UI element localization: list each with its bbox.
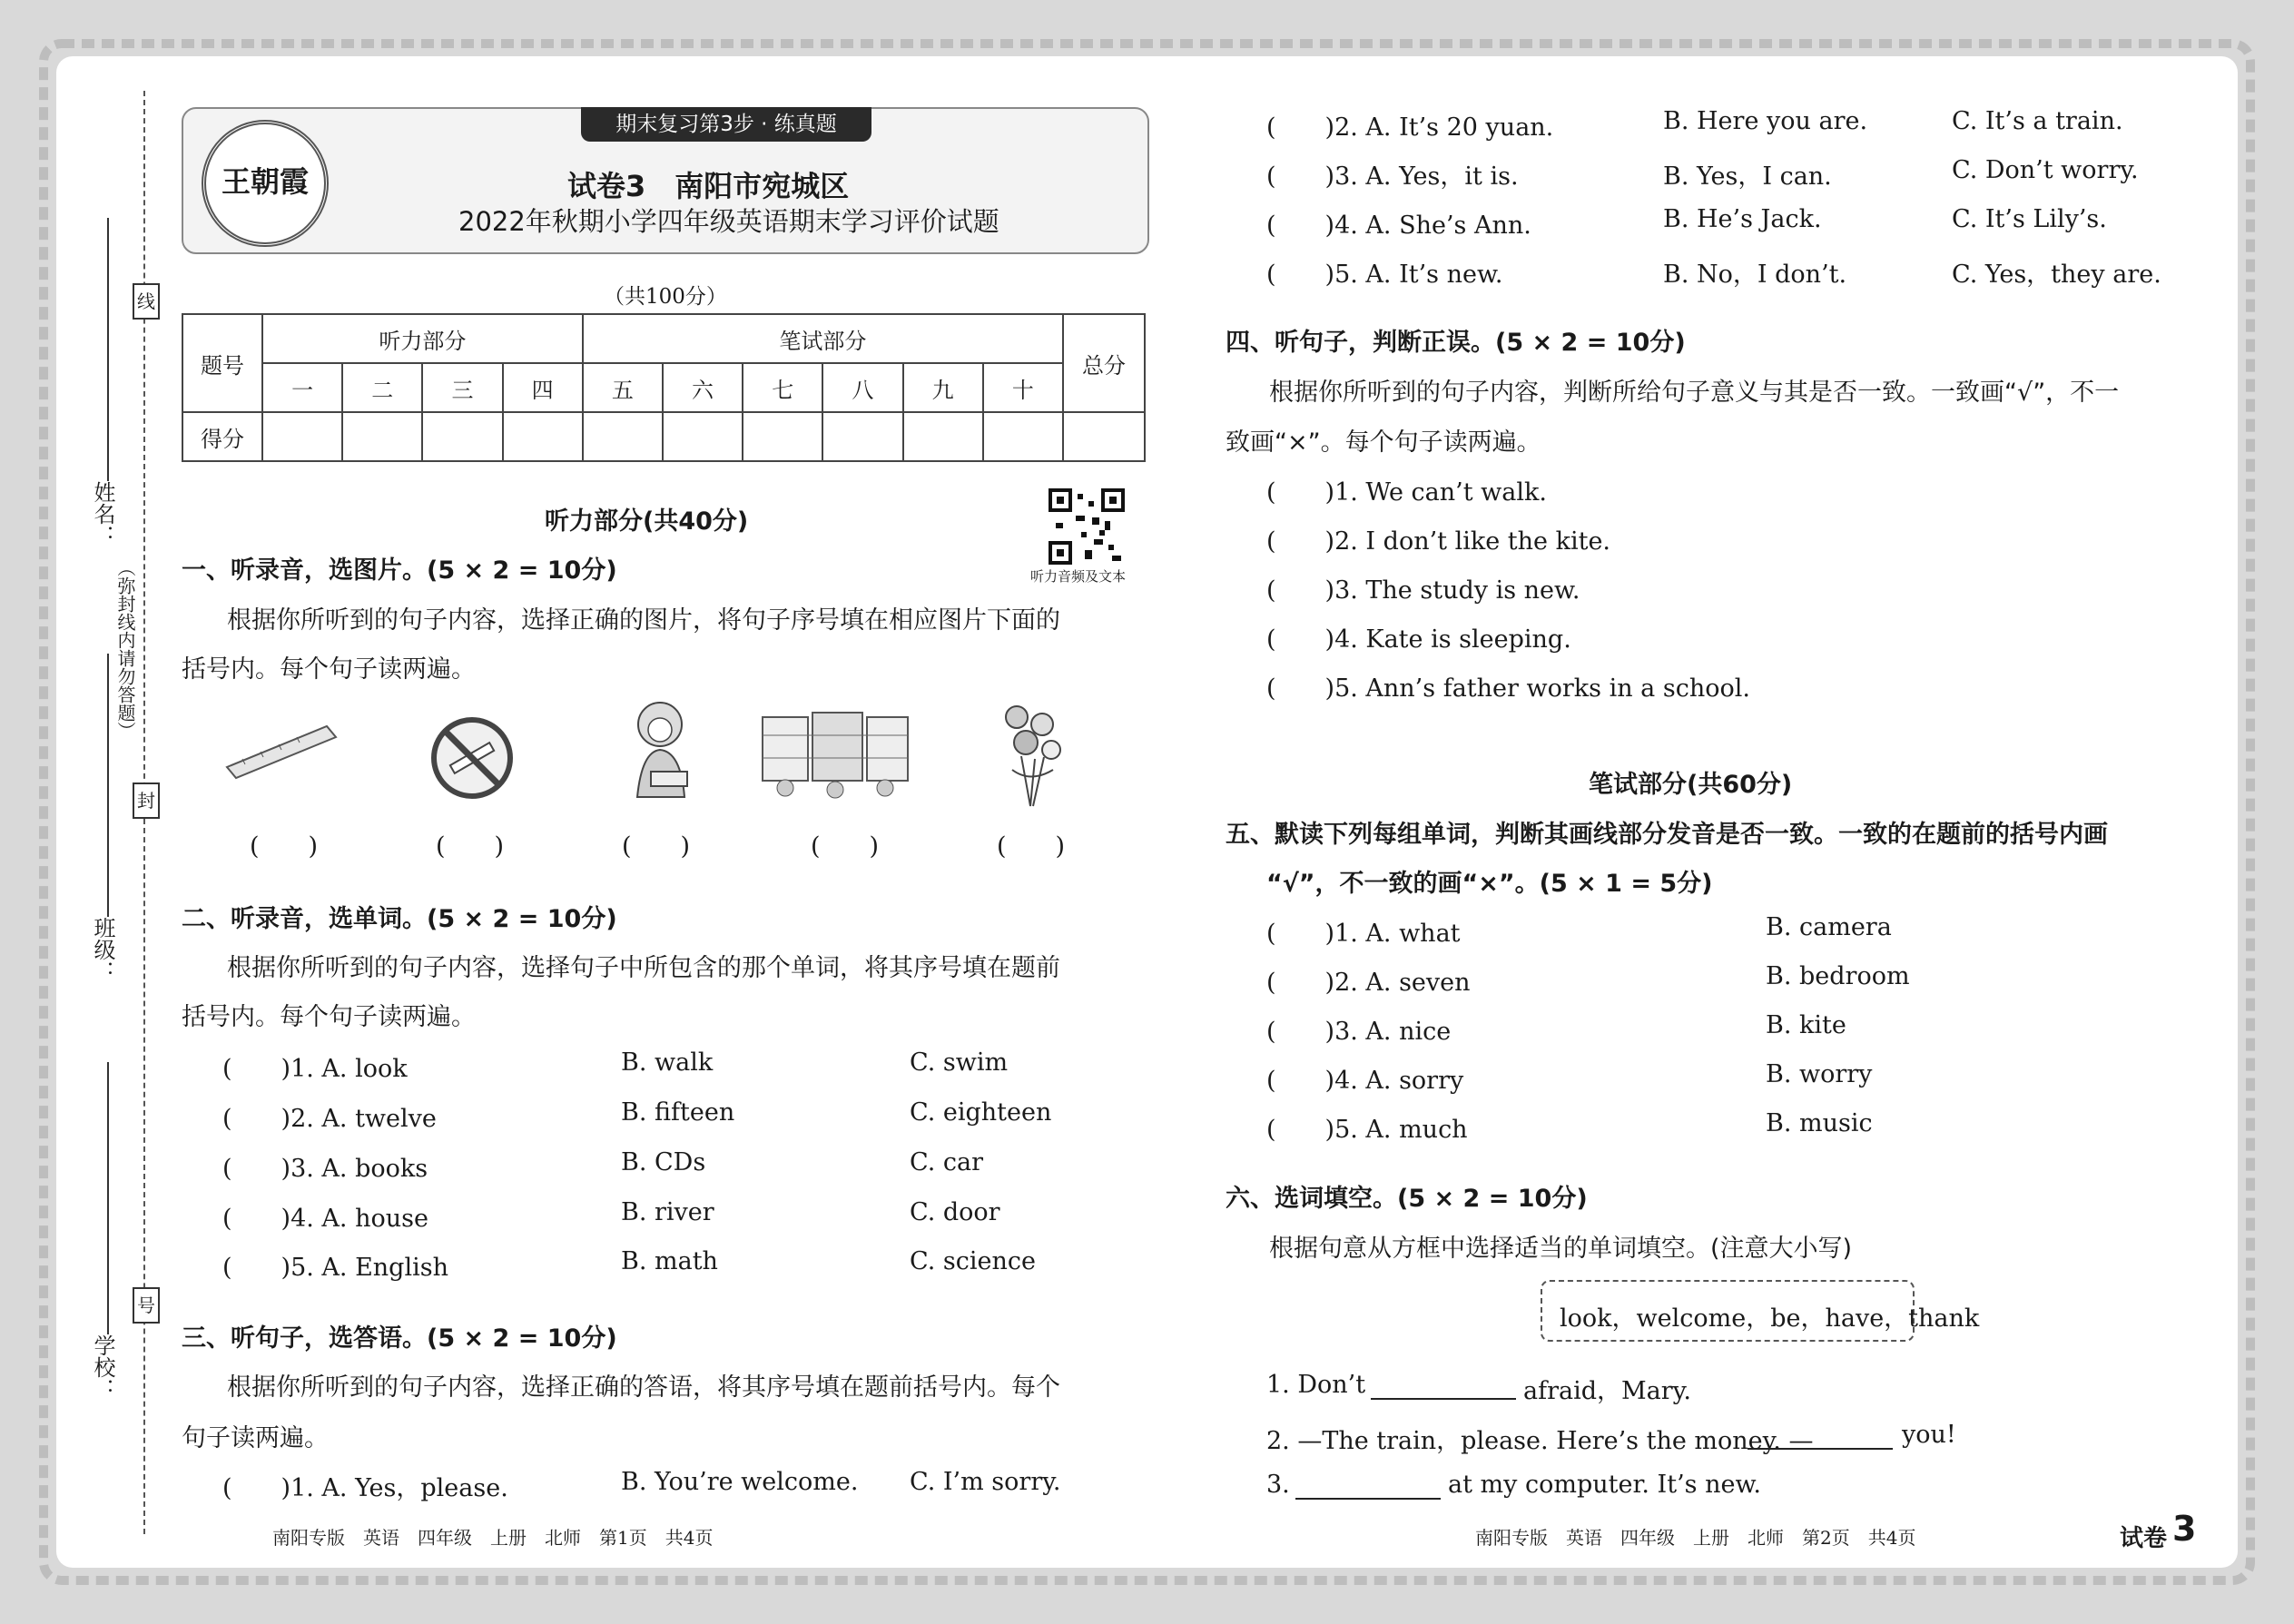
section3-instruction-cont: 句子读两遍。 bbox=[182, 1424, 329, 1452]
s2-item: ( )5. A. English bbox=[222, 1254, 448, 1282]
s3-item: ( )4. A. She’s Ann. bbox=[1266, 212, 1531, 240]
picture-bracket[interactable]: ( ) bbox=[622, 832, 691, 861]
s2-item: ( )1. A. look bbox=[222, 1055, 408, 1083]
score-cell[interactable] bbox=[822, 412, 902, 461]
s3-option: C. It’s a train. bbox=[1952, 107, 2123, 135]
s4-item: ( )1. We can’t walk. bbox=[1266, 478, 1547, 507]
paper-label: 试卷 bbox=[2120, 1525, 2168, 1552]
name-field[interactable] bbox=[107, 218, 109, 481]
s3-item: ( )1. A. Yes，please. bbox=[222, 1474, 508, 1502]
s3-item: ( )5. A. It’s new. bbox=[1266, 261, 1503, 289]
name-label: 姓名： bbox=[90, 481, 115, 546]
score-cell[interactable] bbox=[663, 412, 743, 461]
s3-option: B. Yes，I can. bbox=[1663, 162, 1832, 191]
s3-item: ( )2. A. It’s 20 yuan. bbox=[1266, 113, 1554, 142]
section4-title: 四、听句子，判断正误。(5 × 2 = 10分) bbox=[1226, 329, 1686, 357]
section1-instruction: 根据你所听到的句子内容，选择正确的图片，将句子序号填在相应图片下面的 bbox=[227, 606, 1060, 635]
score-col: 九 bbox=[903, 363, 983, 412]
section3-instruction: 根据你所听到的句子内容，选择正确的答语，将其序号填在题前括号内。每个 bbox=[227, 1373, 1060, 1402]
s5-option: B. kite bbox=[1766, 1011, 1846, 1039]
s5-option: B. music bbox=[1766, 1109, 1873, 1137]
s6-q1-start: 1. Don’t bbox=[1266, 1371, 1366, 1399]
picture-bracket[interactable]: ( ) bbox=[997, 832, 1066, 861]
score-col: 六 bbox=[663, 363, 743, 412]
ruler-picture bbox=[222, 717, 340, 781]
listening-heading: 听力部分(共40分) bbox=[545, 507, 749, 536]
s4-item: ( )2. I don’t like the kite. bbox=[1266, 527, 1611, 556]
footer-right: 南阳专版 英语 四年级 上册 北师 第2页 共4页 bbox=[1475, 1527, 1916, 1549]
s2-option: C. swim bbox=[910, 1048, 1009, 1077]
s6-q3-end: at my computer. It’s new. bbox=[1448, 1471, 1761, 1499]
section5-title: 五、默读下列每组单词，判断其画线部分发音是否一致。一致的在题前的括号内画 bbox=[1226, 821, 2108, 849]
s5-item: ( )5. A. much bbox=[1266, 1116, 1468, 1144]
s3-option: B. Here you are. bbox=[1663, 107, 1868, 135]
s3-item: ( )3. A. Yes，it is. bbox=[1266, 162, 1519, 191]
paper-number: 3 bbox=[2172, 1509, 2197, 1549]
s6-q3-start: 3. bbox=[1266, 1471, 1290, 1499]
s2-option: C. door bbox=[910, 1198, 1000, 1226]
score-row-label: 题号 bbox=[182, 314, 262, 412]
s2-option: B. math bbox=[621, 1247, 718, 1275]
girl-reading-picture bbox=[610, 697, 710, 806]
section5-title-cont: “√”，不一致的画“×”。(5 × 1 = 5分) bbox=[1266, 870, 1713, 898]
score-cell[interactable] bbox=[743, 412, 822, 461]
margin-seal-char: 封 bbox=[133, 782, 160, 819]
header-banner: 期末复习第3步 · 练真题 bbox=[581, 107, 871, 142]
s2-option: B. walk bbox=[621, 1048, 714, 1077]
s6-q2-start: 2. —The train，please. Here’s the money. — bbox=[1266, 1427, 1814, 1455]
s2-option: C. science bbox=[910, 1247, 1036, 1275]
score-col: 四 bbox=[503, 363, 583, 412]
s6-q2-end: you! bbox=[1902, 1421, 1956, 1449]
score-cell[interactable] bbox=[262, 412, 342, 461]
s4-item: ( )5. Ann’s father works in a school. bbox=[1266, 674, 1750, 703]
score-col: 三 bbox=[422, 363, 502, 412]
s3-option: B. He’s Jack. bbox=[1663, 205, 1822, 233]
score-cell[interactable] bbox=[503, 412, 583, 461]
s5-item: ( )3. A. nice bbox=[1266, 1018, 1452, 1046]
s3-option: B. No，I don’t. bbox=[1663, 261, 1847, 289]
margin-ordinal-char: 号 bbox=[133, 1287, 160, 1324]
s2-option: B. fifteen bbox=[621, 1098, 735, 1127]
blank-1[interactable] bbox=[1371, 1398, 1516, 1400]
section6-title: 六、选词填空。(5 × 2 = 10分) bbox=[1226, 1185, 1588, 1213]
no-smoking-picture bbox=[427, 713, 517, 803]
school-label: 学校： bbox=[90, 1334, 115, 1400]
score-col: 十 bbox=[983, 363, 1063, 412]
s4-item: ( )4. Kate is sleeping. bbox=[1266, 625, 1571, 654]
s5-option: B. camera bbox=[1766, 913, 1892, 941]
s2-option: B. CDs bbox=[621, 1148, 706, 1176]
listening-header: 听力部分 bbox=[262, 314, 583, 363]
class-field[interactable] bbox=[107, 654, 109, 917]
library-picture bbox=[758, 708, 912, 803]
picture-bracket[interactable]: ( ) bbox=[436, 832, 505, 861]
score-col: 二 bbox=[342, 363, 422, 412]
s3-option: C. Yes，they are. bbox=[1952, 261, 2161, 289]
s5-item: ( )2. A. seven bbox=[1266, 969, 1471, 997]
score-cell[interactable] bbox=[583, 412, 663, 461]
s2-option: C. car bbox=[910, 1148, 983, 1176]
blank-2[interactable] bbox=[1748, 1448, 1893, 1450]
s3-option: C. I’m sorry. bbox=[910, 1468, 1061, 1496]
picture-bracket[interactable]: ( ) bbox=[250, 832, 319, 861]
writing-header: 笔试部分 bbox=[583, 314, 1063, 363]
s5-option: B. bedroom bbox=[1766, 962, 1910, 990]
total-header: 总分 bbox=[1063, 314, 1145, 412]
flowers-picture bbox=[989, 697, 1071, 811]
score-col: 五 bbox=[583, 363, 663, 412]
score-col: 八 bbox=[822, 363, 902, 412]
score-cell[interactable] bbox=[983, 412, 1063, 461]
score-cell[interactable] bbox=[342, 412, 422, 461]
s6-q1-end: afraid，Mary. bbox=[1523, 1377, 1691, 1405]
school-field[interactable] bbox=[107, 1062, 109, 1334]
section1-instruction-cont: 括号内。每个句子读两遍。 bbox=[182, 655, 476, 684]
margin-warning: （弥封线内请勿答题） bbox=[114, 558, 136, 740]
s2-item: ( )4. A. house bbox=[222, 1205, 428, 1233]
score-table bbox=[182, 313, 1146, 462]
s5-item: ( )1. A. what bbox=[1266, 920, 1461, 948]
score-cell[interactable] bbox=[1063, 412, 1145, 461]
margin-line-char: 线 bbox=[133, 283, 160, 320]
section2-title: 二、听录音，选单词。(5 × 2 = 10分) bbox=[182, 905, 617, 933]
s5-option: B. worry bbox=[1766, 1060, 1873, 1088]
s5-item: ( )4. A. sorry bbox=[1266, 1067, 1464, 1095]
section2-instruction: 根据你所听到的句子内容，选择句子中所包含的那个单词，将其序号填在题前 bbox=[227, 954, 1060, 982]
logo-text: 王朝霞 bbox=[221, 164, 309, 199]
s2-item: ( )2. A. twelve bbox=[222, 1105, 437, 1133]
section2-instruction-cont: 括号内。每个句子读两遍。 bbox=[182, 1003, 476, 1031]
s2-option: C. eighteen bbox=[910, 1098, 1052, 1127]
score-cell[interactable] bbox=[903, 412, 983, 461]
section3-title: 三、听句子，选答语。(5 × 2 = 10分) bbox=[182, 1324, 617, 1353]
score-col: 七 bbox=[743, 363, 822, 412]
s2-item: ( )3. A. books bbox=[222, 1155, 428, 1183]
section6-instruction: 根据句意从方框中选择适当的单词填空。(注意大小写) bbox=[1269, 1235, 1853, 1263]
qr-code-icon[interactable] bbox=[1049, 488, 1125, 565]
score-row-label: 得分 bbox=[182, 412, 262, 461]
s3-option: C. Don’t worry. bbox=[1952, 156, 2139, 184]
publisher-logo bbox=[202, 120, 329, 247]
s3-option: B. You’re welcome. bbox=[621, 1468, 859, 1496]
blank-3[interactable] bbox=[1295, 1498, 1441, 1500]
score-col: 一 bbox=[262, 363, 342, 412]
s2-option: B. river bbox=[621, 1198, 714, 1226]
s4-item: ( )3. The study is new. bbox=[1266, 576, 1580, 605]
written-heading: 笔试部分(共60分) bbox=[1589, 771, 1793, 799]
word-bank: look，welcome，be，have，thank bbox=[1560, 1304, 1980, 1333]
qr-caption: 听力音频及文本 bbox=[1030, 568, 1127, 585]
score-cell[interactable] bbox=[422, 412, 502, 461]
section1-title: 一、听录音，选图片。(5 × 2 = 10分) bbox=[182, 556, 617, 585]
picture-bracket[interactable]: ( ) bbox=[811, 832, 880, 861]
section4-instruction-cont: 致画“×”。每个句子读两遍。 bbox=[1226, 428, 1541, 457]
section4-instruction: 根据你所听到的句子内容，判断所给句子意义与其是否一致。一致画“√”，不一 bbox=[1269, 379, 2120, 407]
s3-option: C. It’s Lily’s. bbox=[1952, 205, 2107, 233]
footer-left: 南阳专版 英语 四年级 上册 北师 第1页 共4页 bbox=[272, 1527, 714, 1549]
exam-subtitle: 2022年秋期小学四年级英语期末学习评价试题 bbox=[458, 206, 999, 237]
total-score-note: （共100分） bbox=[604, 285, 727, 309]
class-label: 班级： bbox=[90, 917, 115, 982]
exam-title: 试卷3 南阳市宛城区 bbox=[567, 169, 850, 203]
